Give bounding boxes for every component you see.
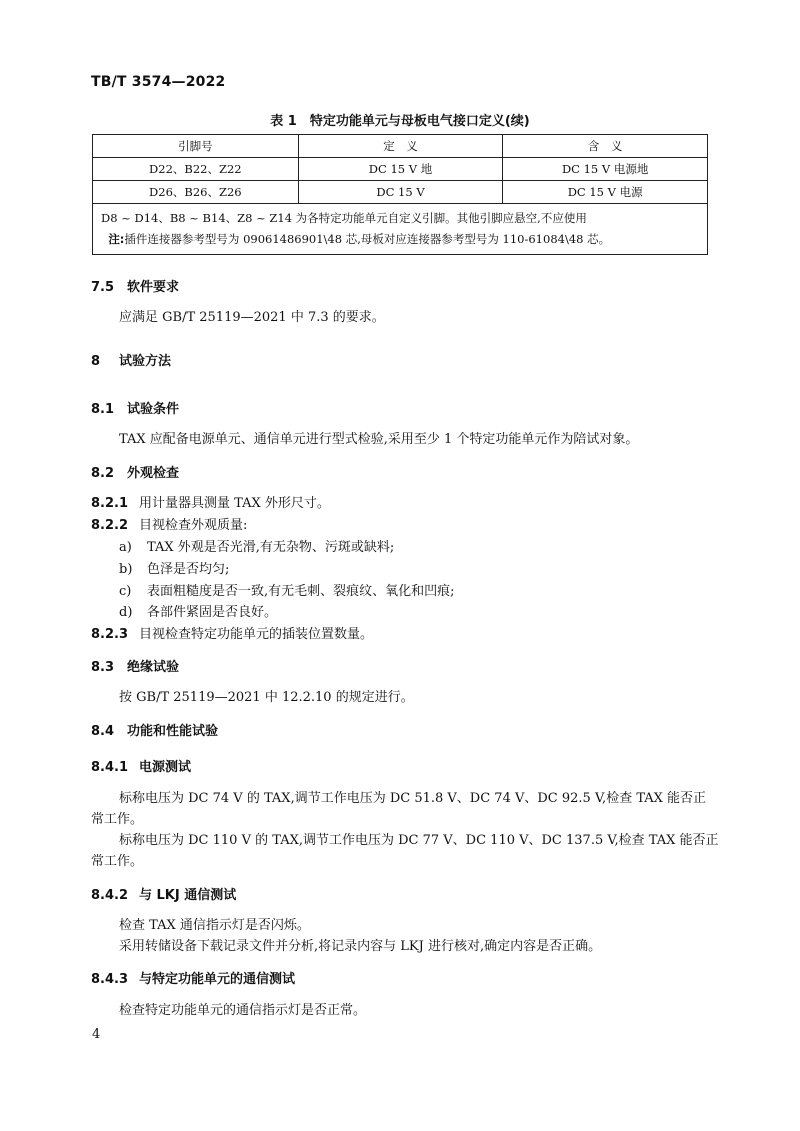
table-row: [93, 158, 708, 181]
table-header-row: [93, 135, 708, 158]
clause-number: 8.2.3: [91, 627, 129, 642]
section-heading: [91, 884, 236, 903]
table-cell: DC 15 V 电源地: [503, 158, 708, 181]
table-cell: D26、B26、Z26: [93, 181, 299, 204]
table-row: [93, 181, 708, 204]
section-heading: [91, 398, 179, 417]
table-cell: DC 15 V: [298, 181, 503, 204]
column-header: 引脚号: [93, 135, 299, 158]
section-heading: [91, 656, 179, 675]
note-label: 注:: [108, 232, 125, 246]
clause: [91, 623, 373, 642]
section-heading: [91, 462, 179, 481]
standard-code: TB/T 3574—2022: [91, 74, 226, 90]
section-number: 8: [91, 354, 101, 369]
paragraph: 检查特定功能单元的通信指示灯是否正常。: [119, 1003, 367, 1018]
section-number: 8.3: [91, 660, 115, 675]
list-item: [119, 536, 394, 555]
column-header: 含 义: [503, 135, 708, 158]
clause: [91, 492, 330, 511]
list-item: [119, 558, 229, 577]
clause-number: 8.2.1: [91, 496, 129, 511]
section-number: 8.2: [91, 466, 115, 481]
section-heading: [91, 720, 218, 739]
clause: [91, 514, 247, 533]
table-note: [93, 204, 708, 255]
section-title: 电源测试: [139, 760, 192, 775]
section-title: 试验方法: [119, 354, 172, 369]
list-text: 各部件紧固是否良好。: [147, 605, 278, 620]
paragraph: 检查 TAX 通信指示灯是否闪烁。: [119, 918, 310, 933]
list-marker: d): [119, 605, 133, 620]
table-note-row: [93, 204, 708, 255]
section-title: 软件要求: [127, 280, 180, 295]
note-text: 插件连接器参考型号为 09061486901\48 芯,母板对应连接器参考型号为 110-61084\48 芯。: [124, 232, 611, 246]
list-text: 色泽是否均匀;: [147, 562, 230, 577]
section-number: 8.4.3: [91, 972, 129, 987]
section-title: 绝缘试验: [127, 660, 180, 675]
list-marker: a): [119, 540, 132, 555]
column-header: 定 义: [298, 135, 503, 158]
list-marker: c): [119, 584, 132, 599]
section-heading: [91, 350, 171, 369]
clause-text: 目视检查外观质量:: [139, 518, 248, 533]
section-number: 8.4.1: [91, 760, 129, 775]
paragraph: TAX 应配备电源单元、通信单元进行型式检验,采用至少 1 个特定功能单元作为陪试对象。: [119, 432, 639, 447]
list-marker: b): [119, 562, 133, 577]
section-title: 与特定功能单元的通信测试: [139, 972, 296, 987]
note-line: D8 ~ D14、B8 ~ B14、Z8 ~ Z14 为各特定功能单元自定义引脚。其他引脚应悬空,不应使用: [101, 211, 587, 225]
table-cell: D22、B22、Z22: [93, 158, 299, 181]
list-text: TAX 外观是否光滑,有无杂物、污斑或缺料;: [147, 540, 395, 555]
list-item: [119, 580, 455, 599]
section-title: 与 LKJ 通信测试: [139, 888, 237, 903]
section-number: 8.4.2: [91, 888, 129, 903]
section-heading: [91, 756, 191, 775]
clause-text: 目视检查特定功能单元的插装位置数量。: [139, 627, 374, 642]
section-title: 外观检查: [127, 466, 180, 481]
paragraph: 采用转储设备下载记录文件并分析,将记录内容与 LKJ 进行核对,确定内容是否正确。: [119, 939, 602, 954]
section-number: 8.1: [91, 402, 115, 417]
paragraph: 应满足 GB/T 25119—2021 中 7.3 的要求。: [119, 310, 385, 325]
paragraph-line: 常工作。: [91, 854, 144, 869]
pin-definition-table: [92, 134, 708, 255]
section-heading: [91, 968, 295, 987]
table-cell: DC 15 V 地: [298, 158, 503, 181]
table-cell: DC 15 V 电源: [503, 181, 708, 204]
paragraph-line: 标称电压为 DC 74 V 的 TAX,调节工作电压为 DC 51.8 V、DC 74 V、DC 92.5 V,检查 TAX 能否正: [119, 791, 707, 806]
section-number: 8.4: [91, 724, 115, 739]
paragraph-line: 标称电压为 DC 110 V 的 TAX,调节工作电压为 DC 77 V、DC 110 V、DC 137.5 V,检查 TAX 能否正: [119, 833, 719, 848]
paragraph-line: 常工作。: [91, 812, 144, 827]
section-heading: [91, 276, 179, 295]
list-item: [119, 601, 277, 620]
page-number: 4: [92, 1027, 101, 1042]
list-text: 表面粗糙度是否一致,有无毛刺、裂痕纹、氧化和凹痕;: [147, 584, 455, 599]
section-number: 7.5: [91, 280, 115, 295]
clause-number: 8.2.2: [91, 518, 129, 533]
section-title: 功能和性能试验: [127, 724, 219, 739]
note-line: [101, 229, 699, 250]
table-caption: 表 1 特定功能单元与母板电气接口定义(续): [270, 114, 530, 129]
paragraph: 按 GB/T 25119—2021 中 12.2.10 的规定进行。: [119, 690, 414, 705]
clause-text: 用计量器具测量 TAX 外形尺寸。: [139, 496, 330, 511]
section-title: 试验条件: [127, 402, 180, 417]
